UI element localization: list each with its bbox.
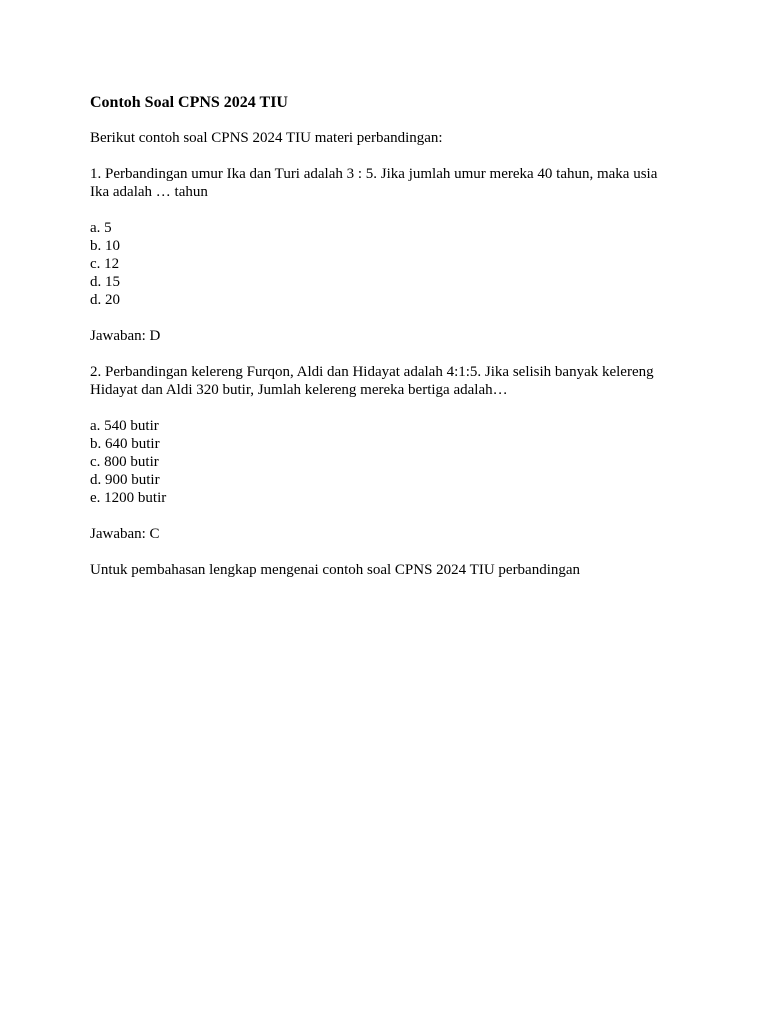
question-1-option-c: c. 12 xyxy=(90,256,120,272)
question-2-option-a: a. 540 butir xyxy=(90,418,159,434)
document-title: Contoh Soal CPNS 2024 TIU xyxy=(90,94,288,111)
document-body xyxy=(90,93,680,597)
question-1-text: 1. Perbandingan umur Ika dan Turi adalah 3 : 5. Jika jumlah umur mereka 40 tahun, maka usia Ika adalah … tahun xyxy=(90,166,658,200)
question-1-options xyxy=(90,219,680,309)
question-1-option-e: d. 20 xyxy=(90,292,120,308)
question-2-options xyxy=(90,417,680,507)
question-2-option-b: b. 640 butir xyxy=(90,436,160,452)
intro-paragraph: Berikut contoh soal CPNS 2024 TIU materi perbandingan: xyxy=(90,130,443,146)
question-1-option-d: d. 15 xyxy=(90,274,120,290)
question-2-text: 2. Perbandingan kelereng Furqon, Aldi dan Hidayat adalah 4:1:5. Jika selisih banyak kelereng Hidayat dan Aldi 320 butir, Jumlah kelereng mereka bertiga adalah… xyxy=(90,364,654,398)
question-1-option-b: b. 10 xyxy=(90,238,120,254)
question-2-answer: Jawaban: C xyxy=(90,526,160,542)
question-2-option-d: d. 900 butir xyxy=(90,472,160,488)
question-1-option-a: a. 5 xyxy=(90,220,112,236)
question-2-option-c: c. 800 butir xyxy=(90,454,159,470)
closing-paragraph: Untuk pembahasan lengkap mengenai contoh soal CPNS 2024 TIU perbandingan xyxy=(90,562,581,578)
question-1-answer: Jawaban: D xyxy=(90,328,161,344)
question-2-option-e: e. 1200 butir xyxy=(90,490,167,506)
